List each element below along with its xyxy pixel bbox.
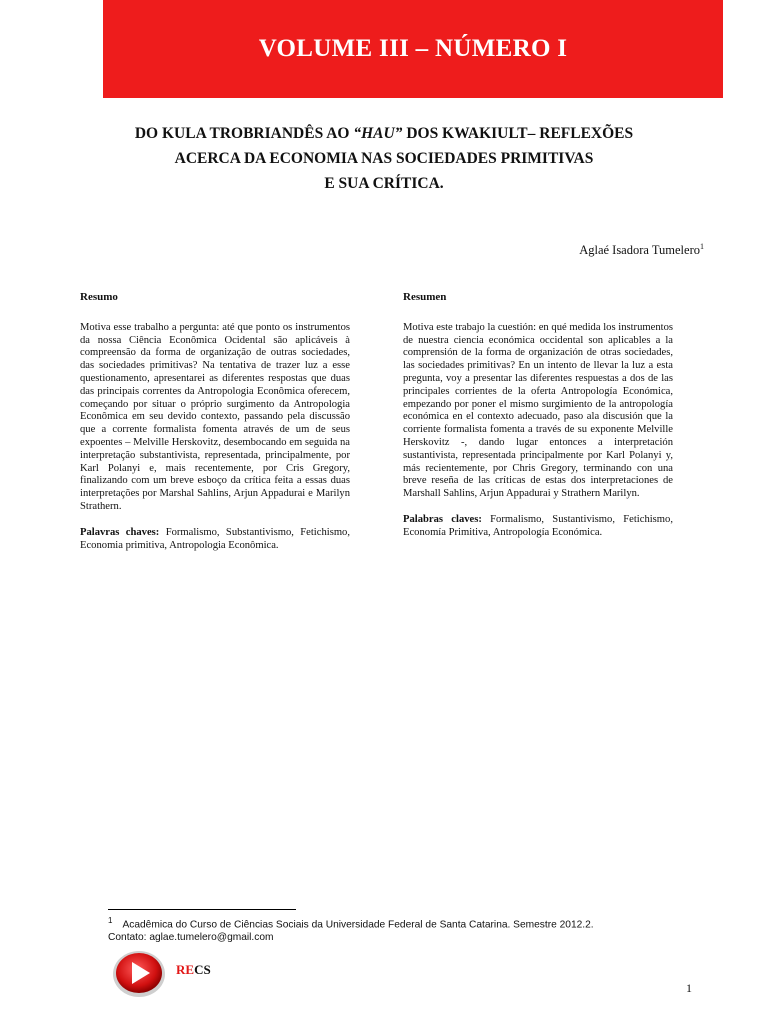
article-title (60, 121, 708, 196)
footnote-contact: Contato: aglae.tumelero@gmail.com (108, 932, 274, 944)
footnote-mark: 1 (108, 916, 113, 925)
title-line-1: DO KULA TROBRIANDÊS AO “HAU” DOS KWAKIULT– REFLEXÕES (134, 125, 634, 142)
resumen-keywords: Palabras claves: Formalismo, Sustantivismo, Fetichismo, Economía Primitiva, Antropología Económica. (403, 513, 673, 538)
author-name: Aglaé Isadora Tumelero$^1$ (579, 242, 704, 258)
play-button-icon (110, 947, 168, 999)
resumen-section (403, 291, 673, 540)
title-line-3: E SUA CRÍTICA. (324, 175, 444, 192)
resumo-heading: Resumo (80, 291, 118, 303)
page-number: 1 (686, 981, 692, 995)
title-hau: “HAU” (353, 125, 403, 142)
volume-banner (103, 0, 723, 98)
resumo-body: Motiva esse trabalho a pergunta: até que ponto os instrumentos da nossa Ciência Econômica Ocidental são aplicáveis à compreensão da forma de organização de outras sociedades, das sociedades primitivas? Na tentativa de trazer luz a esse questionamento, apresentarei as diferentes respostas que duas das principais correntes da Antropologia Econômica oferecem, começando por situar o próprio surgimento da Antropologia Econômica em seu devido contexto, passando pela discussão que a corrente formalista fomenta através de um de seus expoentes – Melville Herskovitz, desembocando em seguida na interpretação substantivista, representada, principalmente, por Karl Polanyi e, mais recentemente, por Cris Gregory, finalizando com um breve esboço da crítica feita a essas duas interpretações por Marshal Sahlins, Arjun Appadurai e Marilyn Strathern. (80, 321, 350, 512)
resumen-heading: Resumen (403, 291, 447, 303)
footnote (108, 914, 696, 944)
resumo-keywords: Palavras chaves: Formalismo, Substantivismo, Fetichismo, Economia primitiva, Antropologia Econômica. (80, 526, 351, 551)
resumen-body: Motiva este trabajo la cuestión: en qué medida los instrumentos de nuestra ciencia económica occidental son aplicables a la comprensión de la forma de organización de otras sociedades, las sociedades primitivas? En un intento de llevar la luz a esta pregunta, voy a presentar las diferentes respuestas a dos de las principales corrientes de la oferta Antropología Económica, empezando por poner el mismo surgimiento de la antropología económica en el contexto adecuado, paso ala discusión que la corriente formalista fomenta a través de su exponente Melville Herskovitz -, dando lugar entonces a interpretación sustantivista, representada principalmente por Karl Polanyi y, más recientemente, por Chris Gregory, terminando con una breve reseña de las críticas de estas dos interpretaciones de Marshall Sahlins, Arjun Appadurai y Strathern Marilyn. (403, 321, 673, 500)
author-footnote-ref[interactable]: 1 (700, 242, 704, 251)
resumen-keywords-label: Palabras claves: (403, 513, 482, 525)
resumo-keywords-label: Palavras chaves: (80, 526, 160, 538)
footnote-line-1: $^1$ Acadêmica do Curso de Ciências Sociais da Universidade Federal de Santa Catarina. Semestre 2012.2. (108, 916, 594, 931)
resumo-section (80, 291, 350, 552)
volume-banner-text: VOLUME III – NÚMERO I (258, 35, 568, 62)
footnote-divider (108, 909, 296, 910)
recs-logo-text: RECS (176, 962, 211, 977)
title-line-2: ACERCA DA ECONOMIA NAS SOCIEDADES PRIMITIVAS (174, 150, 594, 167)
